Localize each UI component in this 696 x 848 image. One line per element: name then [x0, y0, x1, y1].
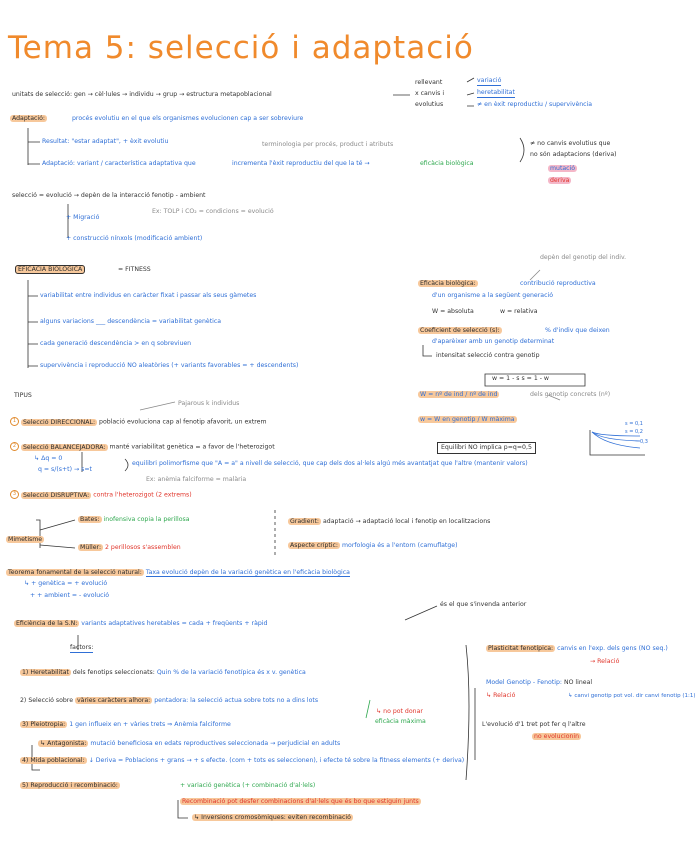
- disruptiva-line: 3 Selecció DISRUPTIVA: contra l'heterozigot (2 extrems): [10, 490, 192, 500]
- tipus-heading: TIPUS: [14, 392, 32, 399]
- migracio-item: + Migració: [66, 214, 100, 221]
- mutacio-item: mutació: [550, 165, 576, 172]
- evolucio-tret: L'evolució d'1 tret pot fer q l'altre: [482, 721, 586, 728]
- plasticitat-relacio: → Relació: [590, 658, 620, 665]
- model-relacio: ↳ Relació: [486, 692, 516, 699]
- factor-3b: ↳ Antagonista: mutació beneficiosa en edats reproductives seleccionada → perjudicial en adults: [40, 740, 341, 747]
- genotip-note: depèn del genotip del indiv.: [540, 254, 627, 261]
- muller-line: Müller: 2 perillosos s'assemblen: [80, 544, 181, 551]
- factor-4: 4) Mida poblacional: ↓ Deriva = Poblacions + grans → + s efecte. (com + tots es seleccionen), i efecte té sobre la fitness elements (+ deriva): [22, 757, 465, 764]
- equilibri-text: equilibri polimorfisme que "A = a" a nivell de selecció, que cap dels dos al·lels algú més avantatjat que l'altre (mantenir valors): [132, 460, 528, 467]
- unitats-seleccio: unitats de selecció: gen → cèl·lules → individu → grup → estructura metapoblacional: [12, 91, 272, 98]
- coef-text-2: d'aparèixer amb un genotip determinat: [432, 338, 555, 345]
- no-evolucionin: no evolucionin: [534, 733, 580, 740]
- seleccio-example: Ex: TOLP i CO₂ = condicions = evolució: [152, 208, 274, 215]
- factor-5a: + variació genètica (+ combinació d'al·lels): [180, 782, 316, 789]
- teorema-line: Teorema fonamental de la selecció natural: Taxa evolució depèn de la variació genètica en l'eficàcia biològica: [8, 569, 350, 576]
- factor-5b: Recombinació pot desfer combinacions d'al·lels que és bo que estiguin junts: [182, 798, 419, 805]
- anemia-example: Ex: anèmia falciforme = malària: [146, 476, 247, 483]
- eficacia-def-label: Eficàcia biològica:: [420, 280, 476, 287]
- page-title: Tema 5: selecció i adaptació: [8, 30, 474, 66]
- construccio-item: + construcció nínxols (modificació ambient): [66, 235, 203, 242]
- eficacia-def-2: d'un organisme a la següent generació: [432, 292, 553, 299]
- W-line: W = nº de ind / nº de ind: [420, 391, 498, 398]
- adaptacio-variant: Adaptació: variant / característica adaptativa que: [42, 160, 196, 167]
- s-02: s = 0,2: [625, 429, 643, 435]
- incrementa-text: incrementa l'èxit reproductiu del que la té →: [232, 160, 370, 167]
- coef-text: % d'indiv que deixen: [545, 327, 610, 334]
- eficacia-bullet-1: variabilitat entre individus en caràcter fixat i passar als seus gàmetes: [40, 292, 257, 299]
- w-relativa: w = relativa: [500, 308, 538, 315]
- deriva-item: deriva: [550, 177, 570, 184]
- adaptacio-def: procés evolutiu en el que els organismes evolucionen cap a ser sobreviure: [72, 115, 304, 122]
- mimetisme-label: Mimetisme: [8, 536, 43, 543]
- model-line: Model Genotip - Fenotip: NO lineal: [486, 679, 593, 686]
- W-note: dels genotip concrets (nº): [530, 391, 611, 398]
- seleccio-line: selecció = evolució → depèn de la interacció fenotip - ambient: [12, 192, 206, 199]
- s-03: 0,3: [640, 439, 648, 445]
- direccional-line: 1 Selecció DIRECCIONAL: població evoluciona cap al fenotip afavorit, un extrem: [10, 417, 267, 427]
- q-formula: q = s/(s+t) → s=t: [38, 466, 92, 473]
- pajarous-note: Pajarous k individus: [178, 400, 240, 407]
- eficacia-inline: eficàcia biològica: [420, 160, 474, 167]
- equilibri-box: Equilibri NO implica p=q=0,5: [437, 442, 536, 454]
- balancejadora-line: 2 Selecció BALANCEJADORA: manté variabilitat genètica = a favor de l'heterozigot: [10, 442, 275, 452]
- cripsi-line: Aspecte críptic: morfologia és a l'entorn (camuflatge): [290, 542, 458, 549]
- factor-3: 3) Pleiotropia: 1 gen influeix en + vàries trets ⇒ Anèmia falciforme: [22, 721, 231, 728]
- w-line: w = W en genotip / W màxima: [420, 416, 515, 423]
- coef-label: Coeficient de selecció (s):: [420, 327, 500, 334]
- rellevant-label: rellevant: [415, 79, 443, 86]
- no-canvis-1: ≠ no canvis evolutius que: [530, 140, 611, 147]
- w-formula: w = 1 - s s = 1 - w: [492, 375, 549, 382]
- variacio-item: variació: [477, 77, 502, 84]
- exit-item: ≠ en èxit reproductiu / supervivència: [477, 101, 593, 108]
- teorema-l1: ↳ + genètica = + evolució: [24, 580, 108, 587]
- eficacia-bullet-4: supervivència i reproducció NO aleatòries (+ variants favorables = + descendents): [40, 362, 299, 369]
- eficacia-bullet-2: alguns variacions ___ descendència = variabilitat genètica: [40, 318, 222, 325]
- bates-line: Bates: inofensiva copia la perillosa: [80, 516, 190, 523]
- no-canvis-2: no són adaptacions (deriva): [530, 151, 617, 158]
- w-absoluta: W = absoluta: [432, 308, 474, 315]
- factor-2: 2) Selecció sobre vàries caràcters alhora: pentadora: la selecció actua sobre tots no a dins lots: [20, 697, 319, 704]
- eficiencia-line: Eficiència de la S.N: variants adaptatives heretables = cada + freqüents + ràpid: [16, 620, 268, 627]
- eficacia-bullet-3: cada generació descendència > en q sobreviuen: [40, 340, 192, 347]
- f2-note-2: eficàcia màxima: [375, 718, 426, 725]
- teorema-l2: + + ambient = - evolució: [30, 592, 110, 599]
- heretabilitat-item: heretabilitat: [477, 89, 515, 96]
- factor-1: 1) Heretabilitat dels fenotips seleccionats: Quin % de la variació fenotípica és x v. genètica: [22, 669, 306, 676]
- gradient-line: Gradient: adaptació → adaptació local i fenotip en localitzacions: [290, 518, 491, 525]
- sn-note: és el que s'invenda anterior: [440, 601, 527, 608]
- adaptacio-heading: Adaptació:: [12, 115, 45, 122]
- factor-5: 5) Reproducció i recombinació:: [22, 782, 118, 789]
- factors-label: factors:: [70, 644, 94, 651]
- evolutius-label: evolutius: [415, 101, 444, 108]
- eficacia-def: contribució reproductiva: [520, 280, 596, 287]
- intensitat-line: intensitat selecció contra genotip: [436, 352, 540, 359]
- plasticitat-line: Plasticitat fenotípica: canvis en l'exp. dels gens (NO seq.): [488, 645, 668, 652]
- s-01: s = 0,1: [625, 421, 643, 427]
- eficacia-heading: EFICÀCIA BIOLÒGICA: [15, 266, 85, 274]
- fitness-label: = FITNESS: [118, 266, 151, 273]
- model-note: ↳ canvi genotip pot vol. dir canvi fenotip (1:1): [568, 693, 696, 699]
- terminologia-note: terminologia per procés, product i atributs: [262, 141, 394, 148]
- x-canvis-label: x canvis i: [415, 90, 445, 97]
- factor-5c: ↳ Inversions cromosòmiques: eviten recombinació: [194, 814, 351, 821]
- resultat-line: Resultat: "estar adaptat", + èxit evolutiu: [42, 138, 169, 145]
- delta-q: ↳ Δq = 0: [34, 455, 63, 462]
- f2-note: ↳ no pot donar: [376, 708, 423, 715]
